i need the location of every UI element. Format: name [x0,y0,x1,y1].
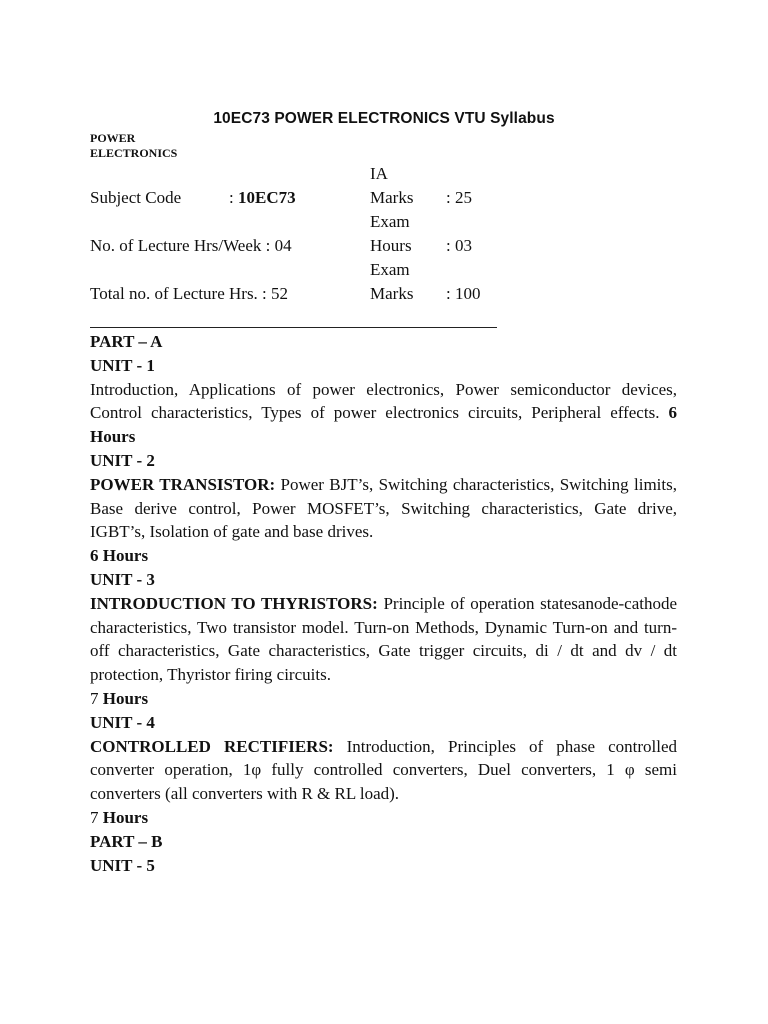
unit-2-heading: UNIT - 2 [90,450,155,470]
exam-hours-value: : 03 [446,236,472,255]
unit-1-heading: UNIT - 1 [90,355,155,375]
exam-marks-value: : 100 [446,284,481,303]
unit-4-hours-word: Hours [102,807,149,827]
unit-3-hours [90,687,677,711]
exam-hours-label-line1: Exam [370,212,410,231]
unit-5-heading: UNIT - 5 [90,855,155,875]
ia-marks-label-line1: IA [370,164,388,183]
unit-2-text [90,473,677,544]
unit-4-text [90,735,677,806]
unit-2-hours: 6 Hours [90,546,149,566]
exam-hours-label-line2: Hours [370,236,412,255]
subject-code-label: Subject Code [90,188,182,207]
total-lecture-hours: Total no. of Lecture Hrs. : 52 [90,284,289,303]
unit-1-description: Introduction, Applications of power electronics, Power semiconductor devices, Control characteristics, Types of power electronics circuits, Peripheral effects. [90,379,677,423]
unit-3-hours-word: Hours [102,688,149,708]
ia-marks-value: : 25 [446,188,472,207]
ia-marks-label-line2: Marks [370,188,414,207]
exam-marks-label-line1: Exam [370,260,410,279]
unit-1-text [90,378,677,449]
unit-4-heading: UNIT - 4 [90,712,155,732]
unit-1-hours: 6 Hours [90,403,677,447]
document-title: 10EC73 POWER ELECTRONICS VTU Syllabus [213,110,555,127]
subject-code-value-wrap [229,186,296,210]
exam-marks-label-line2: Marks [370,284,414,303]
subject-name-label [90,131,177,161]
unit-4-lead: CONTROLLED RECTIFIERS: [90,736,334,756]
unit-2-lead: POWER TRANSISTOR: [90,474,276,494]
unit-3-description: Principle of operation statesanode-cathode characteristics, Two transistor model. Turn-on Methods, Dynamic Turn-on and turn-off characteristics, Gate characteristics, Gate trigger circuits, di / dt and dv / dt protection, Thyristor firing circuits. [90,593,678,685]
part-a-heading: PART – A [90,332,163,351]
separator-line [90,327,497,328]
subject-name-line2: ELECTRONICS [90,146,178,160]
unit-3-text [90,592,677,687]
unit-3-hours-num: 7 [90,688,99,708]
syllabus-body [90,330,677,877]
subject-name-line1: POWER [90,131,136,145]
subject-code-value: 10EC73 [237,188,296,207]
unit-4-hours [90,806,677,830]
unit-2-description: Power BJT’s, Switching characteristics, Switching limits, Base derive control, Power MOSFET’s, Switching characteristics, Gate drive, IGBT’s, Isolation of gate and base drives. [90,474,677,542]
lecture-hours-week: No. of Lecture Hrs/Week : 04 [90,236,292,255]
unit-4-description: Introduction, Principles of phase controlled converter operation, 1φ fully controlled converters, Duel converters, 1 φ semi converters (all converters with R & RL load). [90,736,677,804]
part-b-heading: PART – B [90,831,163,851]
unit-4-hours-num: 7 [90,807,99,827]
unit-3-lead: INTRODUCTION TO THYRISTORS: [90,593,378,613]
subject-code-sep: : [229,188,238,207]
unit-3-heading: UNIT - 3 [90,569,155,589]
